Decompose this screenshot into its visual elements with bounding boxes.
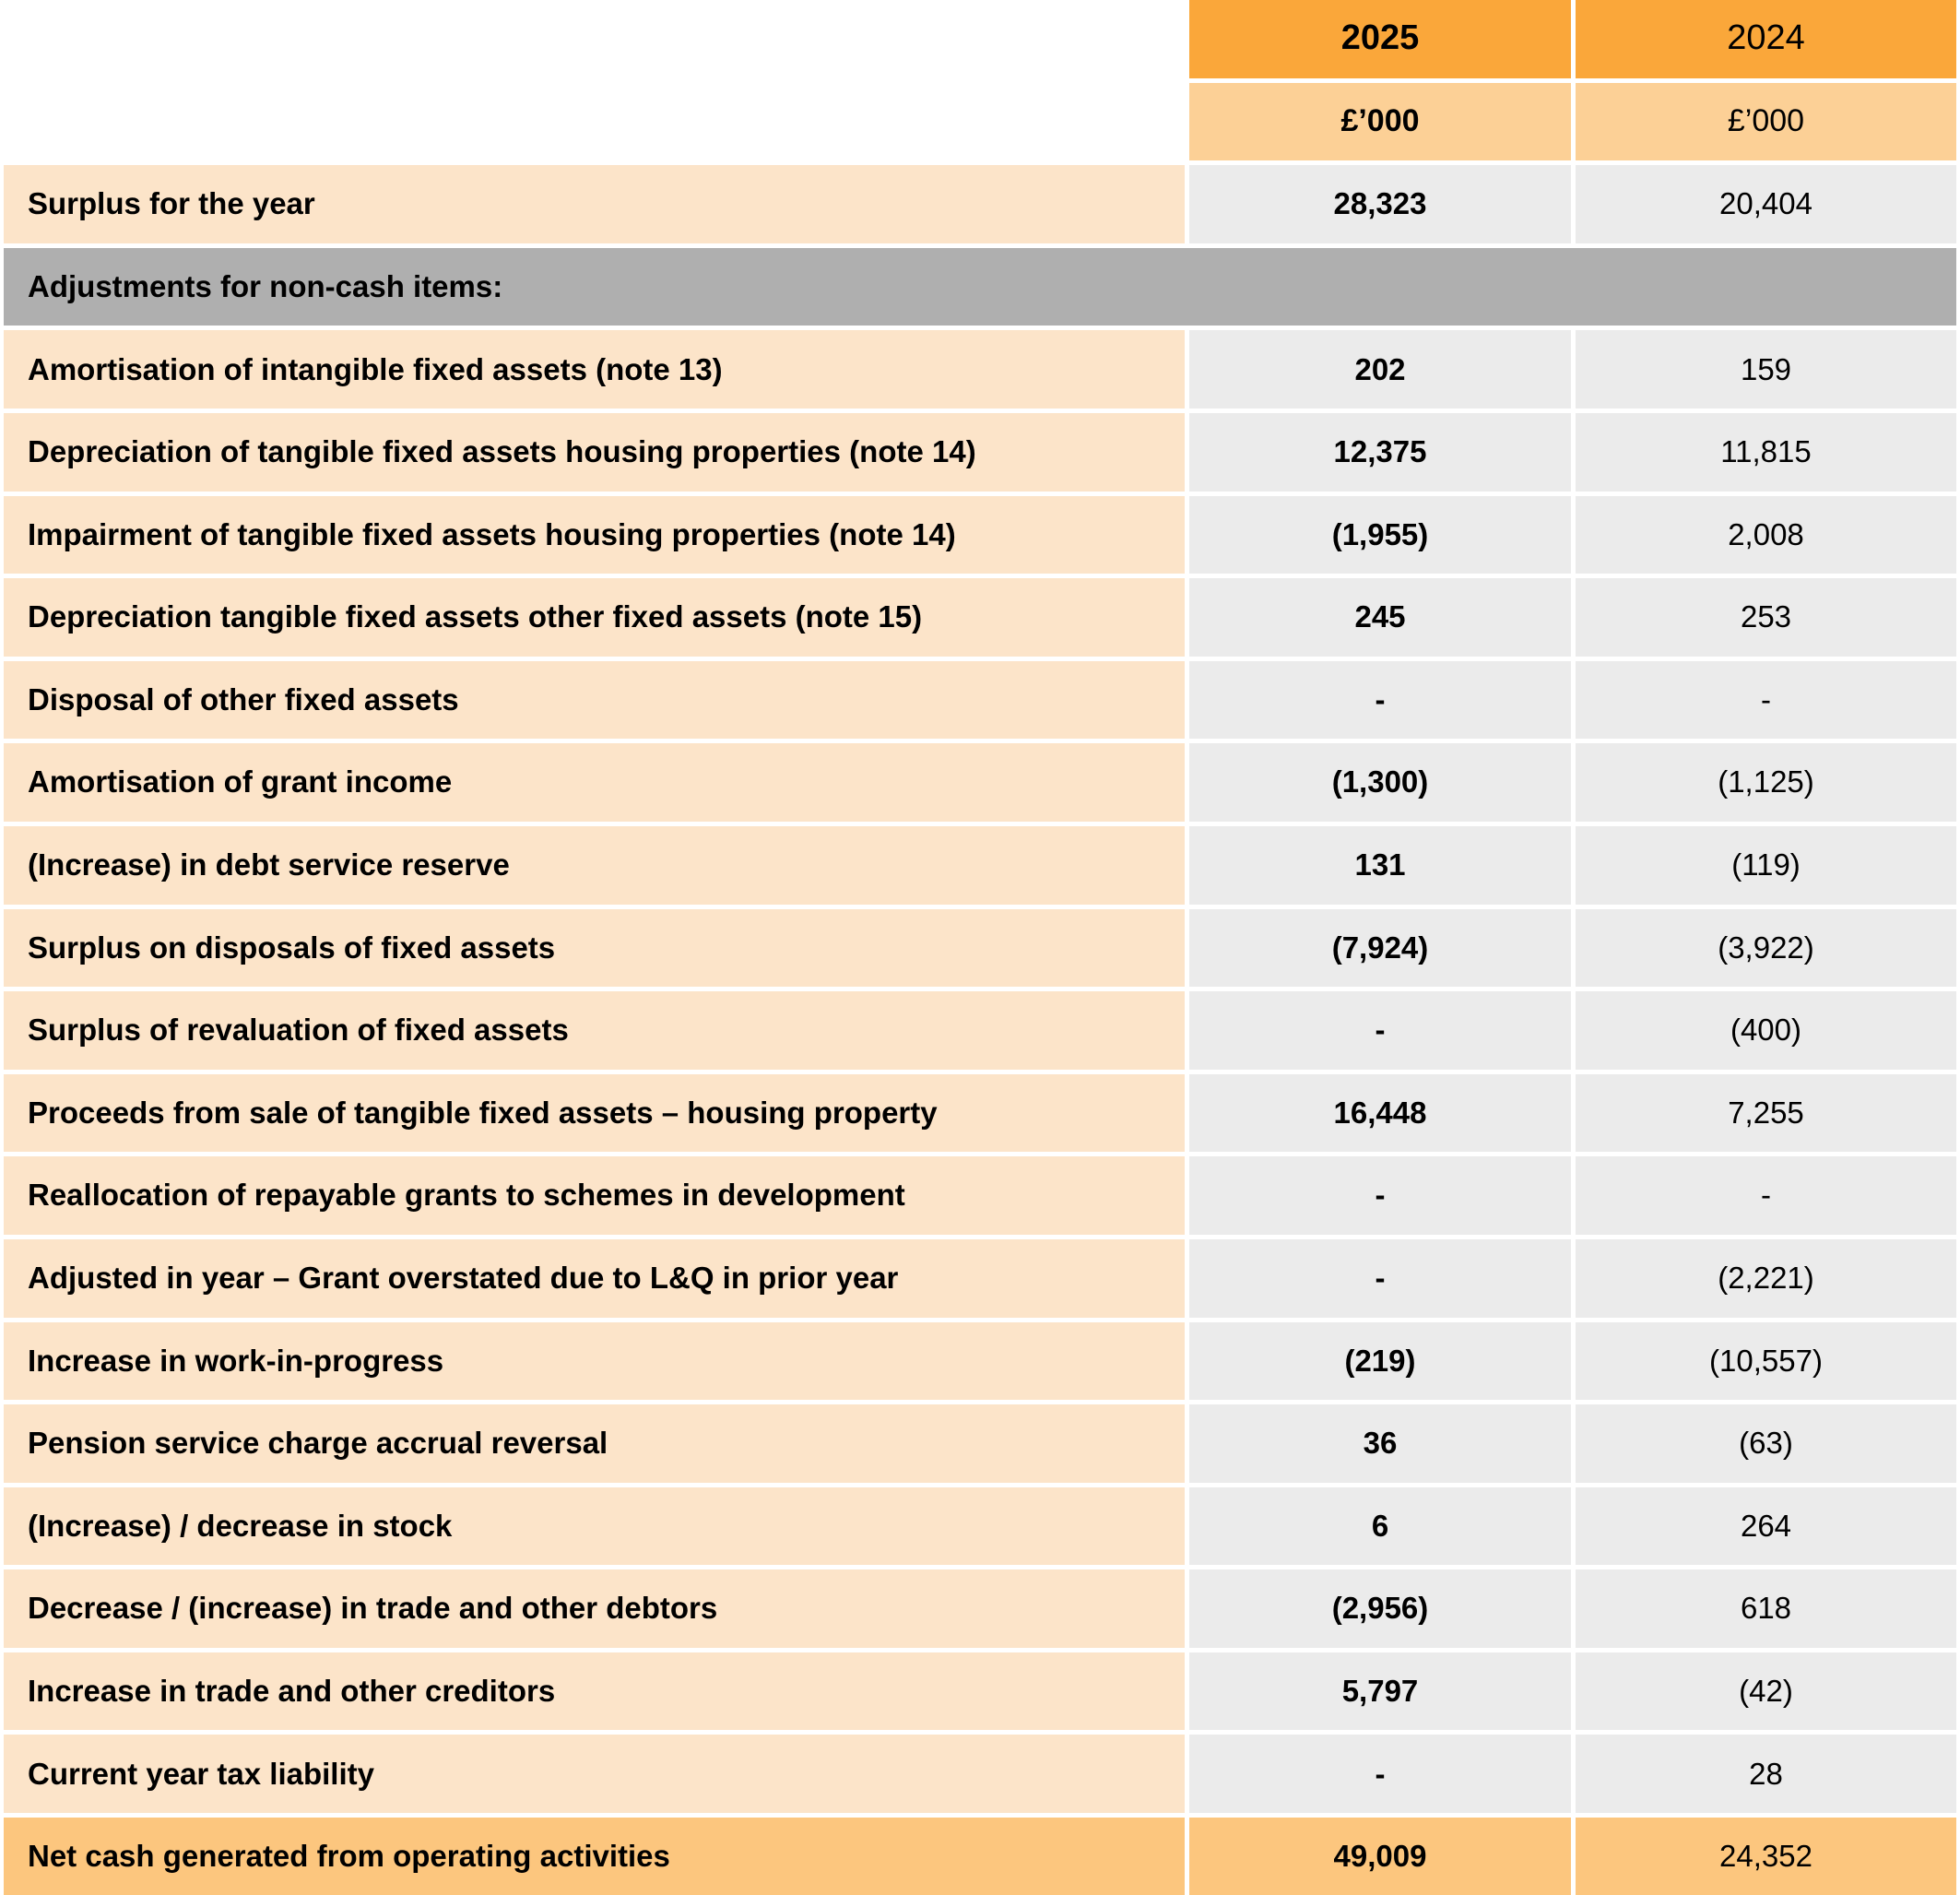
total-row-label: Net cash generated from operating activities bbox=[4, 1818, 1185, 1895]
section-header: Adjustments for non-cash items: bbox=[4, 248, 1956, 326]
row-label: Amortisation of intangible fixed assets (note 13) bbox=[4, 330, 1185, 409]
row-label: Surplus of revaluation of fixed assets bbox=[4, 991, 1185, 1070]
value-2025: 5,797 bbox=[1189, 1652, 1571, 1731]
value-2025: 16,448 bbox=[1189, 1074, 1571, 1153]
header-spacer bbox=[4, 83, 1185, 161]
value-2025: 131 bbox=[1189, 826, 1571, 905]
total-value-2025: 49,009 bbox=[1189, 1818, 1571, 1895]
value-2024: (400) bbox=[1576, 991, 1956, 1070]
row-label: (Increase) in debt service reserve bbox=[4, 826, 1185, 905]
row-label: Impairment of tangible fixed assets housing properties (note 14) bbox=[4, 496, 1185, 574]
row-label: Decrease / (increase) in trade and other debtors bbox=[4, 1569, 1185, 1648]
value-2024: 7,255 bbox=[1576, 1074, 1956, 1153]
row-label: Proceeds from sale of tangible fixed assets – housing property bbox=[4, 1074, 1185, 1153]
row-label: Pension service charge accrual reversal bbox=[4, 1404, 1185, 1483]
row-label: Depreciation tangible fixed assets other fixed assets (note 15) bbox=[4, 578, 1185, 657]
row-label: Amortisation of grant income bbox=[4, 743, 1185, 822]
row-label: Increase in work-in-progress bbox=[4, 1322, 1185, 1401]
value-2025: - bbox=[1189, 1735, 1571, 1813]
value-2024: 253 bbox=[1576, 578, 1956, 657]
value-2024: (2,221) bbox=[1576, 1239, 1956, 1318]
value-2024: (3,922) bbox=[1576, 909, 1956, 988]
row-label: Increase in trade and other creditors bbox=[4, 1652, 1185, 1731]
value-2024: 20,404 bbox=[1576, 165, 1956, 243]
value-2025: 12,375 bbox=[1189, 413, 1571, 492]
column-header-year-2025: 2025 bbox=[1189, 0, 1571, 78]
row-label: Surplus on disposals of fixed assets bbox=[4, 909, 1185, 988]
value-2024: - bbox=[1576, 1156, 1956, 1235]
value-2025: 6 bbox=[1189, 1487, 1571, 1566]
value-2025: 28,323 bbox=[1189, 165, 1571, 243]
value-2024: 11,815 bbox=[1576, 413, 1956, 492]
value-2024: (42) bbox=[1576, 1652, 1956, 1731]
header-spacer bbox=[4, 0, 1185, 78]
value-2025: (2,956) bbox=[1189, 1569, 1571, 1648]
row-label: (Increase) / decrease in stock bbox=[4, 1487, 1185, 1566]
value-2025: - bbox=[1189, 991, 1571, 1070]
value-2024: (10,557) bbox=[1576, 1322, 1956, 1401]
value-2025: 36 bbox=[1189, 1404, 1571, 1483]
value-2024: - bbox=[1576, 661, 1956, 740]
row-label: Disposal of other fixed assets bbox=[4, 661, 1185, 740]
value-2025: - bbox=[1189, 661, 1571, 740]
row-label: Adjusted in year – Grant overstated due to L&Q in prior year bbox=[4, 1239, 1185, 1318]
column-header-year-2024: 2024 bbox=[1576, 0, 1956, 78]
value-2025: 202 bbox=[1189, 330, 1571, 409]
value-2025: (1,300) bbox=[1189, 743, 1571, 822]
total-value-2024: 24,352 bbox=[1576, 1818, 1956, 1895]
column-header-units-2024: £’000 bbox=[1576, 83, 1956, 161]
row-label: Depreciation of tangible fixed assets housing properties (note 14) bbox=[4, 413, 1185, 492]
row-label: Current year tax liability bbox=[4, 1735, 1185, 1813]
value-2025: - bbox=[1189, 1156, 1571, 1235]
value-2024: 264 bbox=[1576, 1487, 1956, 1566]
value-2025: (7,924) bbox=[1189, 909, 1571, 988]
value-2024: (63) bbox=[1576, 1404, 1956, 1483]
value-2025: - bbox=[1189, 1239, 1571, 1318]
value-2025: (1,955) bbox=[1189, 496, 1571, 574]
column-header-units-2025: £’000 bbox=[1189, 83, 1571, 161]
value-2024: 159 bbox=[1576, 330, 1956, 409]
value-2024: (119) bbox=[1576, 826, 1956, 905]
value-2024: (1,125) bbox=[1576, 743, 1956, 822]
value-2025: 245 bbox=[1189, 578, 1571, 657]
value-2024: 618 bbox=[1576, 1569, 1956, 1648]
value-2024: 2,008 bbox=[1576, 496, 1956, 574]
row-label: Reallocation of repayable grants to schemes in development bbox=[4, 1156, 1185, 1235]
value-2024: 28 bbox=[1576, 1735, 1956, 1813]
value-2025: (219) bbox=[1189, 1322, 1571, 1401]
row-label: Surplus for the year bbox=[4, 165, 1185, 243]
